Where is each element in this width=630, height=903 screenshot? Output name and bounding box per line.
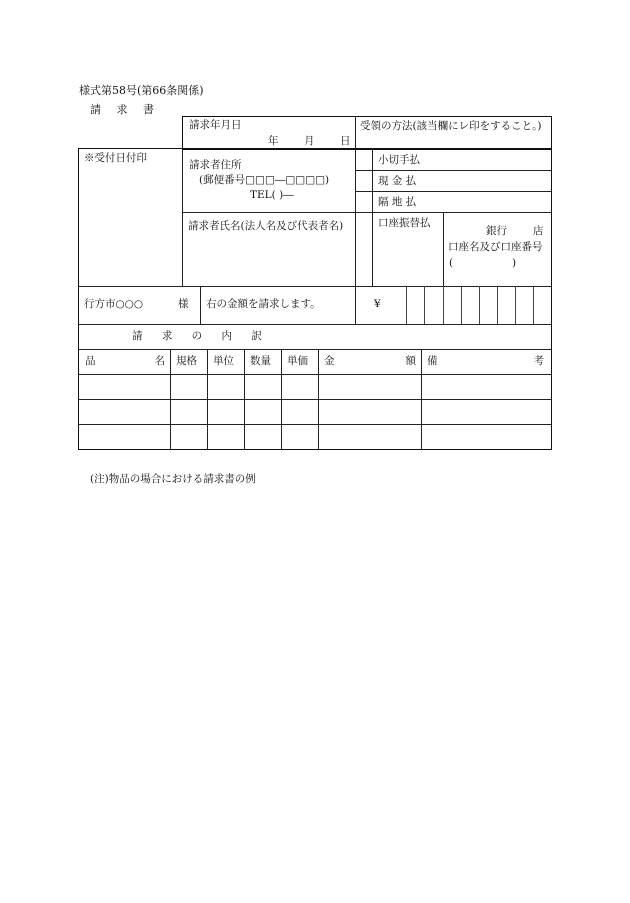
request-date-label: 請求年月日 bbox=[189, 119, 242, 131]
account-open-paren: ( bbox=[449, 257, 454, 269]
request-date-month: 月 bbox=[304, 135, 315, 147]
note: (注)物品の場合における請求書の例 bbox=[90, 473, 256, 485]
address-label: 請求者住所 bbox=[189, 159, 242, 171]
request-statement: 右の金額を請求します。 bbox=[206, 298, 321, 310]
bank-label: 銀行 bbox=[486, 225, 507, 237]
header-item-name-2: 名 bbox=[154, 355, 165, 367]
branch-label: 店 bbox=[533, 225, 544, 237]
yen-symbol: ¥ bbox=[374, 298, 381, 310]
header-item-name-1: 品 bbox=[85, 355, 96, 367]
header-remarks-2: 考 bbox=[533, 355, 544, 367]
header-amount-2: 額 bbox=[405, 355, 416, 367]
header-price: 単価 bbox=[287, 355, 308, 367]
tel-field: TEL( )― bbox=[250, 189, 294, 201]
request-date-year: 年 bbox=[268, 135, 279, 147]
postal-code-field: (郵便番号□□□―□□□□) bbox=[199, 174, 330, 186]
option-check: 小切手払 bbox=[378, 154, 420, 166]
account-label: 口座名及び口座番号 bbox=[448, 241, 543, 253]
header-quantity: 数量 bbox=[250, 355, 271, 367]
document-title: 請 求 書 bbox=[90, 103, 160, 116]
breakdown-title: 請 求 の 内 訳 bbox=[132, 330, 270, 342]
form-id: 様式第58号(第66条関係) bbox=[79, 84, 204, 97]
option-remote: 隔 地 払 bbox=[378, 196, 417, 208]
header-amount bbox=[324, 356, 416, 367]
option-transfer: 口座振替払 bbox=[378, 217, 431, 229]
header-item-name bbox=[85, 356, 165, 367]
account-close-paren: ) bbox=[512, 257, 517, 269]
request-date-day: 日 bbox=[340, 135, 351, 147]
name-label: 請求者氏名(法人名及び代表者名) bbox=[188, 220, 344, 232]
addressee-city: 行方市○○○ bbox=[84, 298, 143, 310]
stamp-label: ※受付日付印 bbox=[84, 152, 147, 164]
header-unit: 単位 bbox=[213, 355, 234, 367]
header-remarks-1: 備 bbox=[427, 355, 438, 367]
header-spec: 規格 bbox=[176, 355, 197, 367]
addressee-honorific: 様 bbox=[178, 298, 189, 310]
header-amount-1: 金 bbox=[324, 355, 335, 367]
option-cash: 現 金 払 bbox=[378, 175, 417, 187]
receipt-method-label: 受領の方法(該当欄にレ印をすること。) bbox=[360, 120, 542, 132]
header-remarks bbox=[427, 356, 544, 367]
